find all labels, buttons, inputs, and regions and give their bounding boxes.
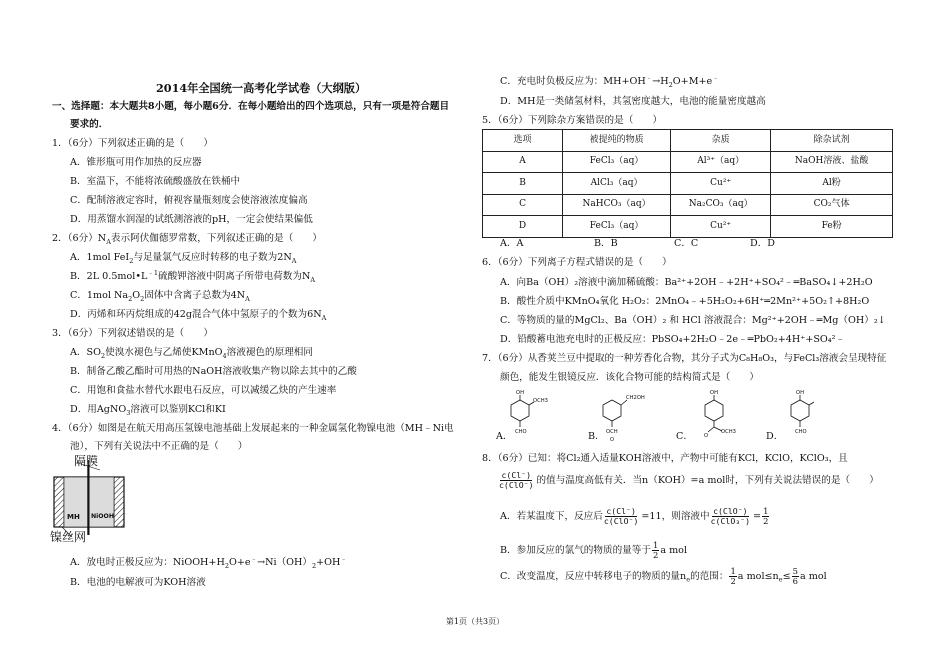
right-column xyxy=(482,0,900,671)
q1-option-a: A．锥形瓶可用作加热的反应器 xyxy=(70,157,202,168)
table-cell: C xyxy=(483,194,563,216)
q7-label-c: C． xyxy=(676,431,693,442)
table-row xyxy=(483,173,893,195)
table-cell: Al粉 xyxy=(771,173,893,195)
table-cell: Cu²⁺ xyxy=(671,173,771,195)
q1-option-d: D．用蒸馏水润湿的试纸测溶液的pH，一定会使结果偏低 xyxy=(70,214,313,225)
table-header-row xyxy=(483,130,893,152)
q6-option-b: B．酸性介质中KMnO₄氧化 H₂O₂：2MnO₄﹣+5H₂O₂+6H⁺═2Mn²⁺+5O₂↑+8H₂O xyxy=(500,296,870,307)
mol-label: CH2OH xyxy=(626,395,645,401)
q1-option-b: B．室温下，不能将浓硫酸盛放在铁桶中 xyxy=(70,176,241,187)
table-header-cell: 除杂试剂 xyxy=(771,130,893,152)
q2-option-a: A．1mol FeI$_2$与足量氯气反应时转移的电子数为$2N_A$ xyxy=(70,252,297,265)
q7-label-b: B． xyxy=(588,431,605,442)
q7-label-d: D． xyxy=(766,431,784,442)
q4-option-d: D．MH是一类储氢材料，其氢密度越大，电池的能量密度越高 xyxy=(500,96,766,107)
exam-title: 2014年全国统一高考化学试卷（大纲版） xyxy=(156,81,367,95)
mol-label: OCH3 xyxy=(533,398,548,404)
q3-option-b: B．制备乙酸乙酯时可用热的NaOH溶液收集产物以除去其中的乙酸 xyxy=(70,366,357,377)
ratio-fraction: c(Cl⁻) c(ClO⁻) xyxy=(499,470,534,491)
q6-option-a: A．向Ba（OH）₂溶液中滴加稀硫酸：Ba²⁺+2OH﹣+2H⁺+SO₄²﹣═BaSO₄↓+2H₂O xyxy=(500,277,873,288)
structure-d xyxy=(791,390,814,435)
table-cell: D xyxy=(483,216,563,238)
mol-label: OCH xyxy=(606,429,618,435)
niooh-label: NiOOH xyxy=(91,513,114,520)
q7-stem: 7．（6分）从香荚兰豆中提取的一种芳香化合物，其分子式为C₈H₈O₃，与FeCl₃溶液会呈现特征 xyxy=(482,353,887,364)
left-column xyxy=(52,0,478,671)
table-header-cell: 选项 xyxy=(483,130,563,152)
mh-label: MH xyxy=(67,513,80,521)
q1-stem: 1．（6分）下列叙述正确的是（ ） xyxy=(52,138,213,149)
q4-stem-cont: 池），下列有关说法中不正确的是（ ） xyxy=(70,441,248,452)
table-header-cell: 杂质 xyxy=(671,130,771,152)
q7-label-a: A． xyxy=(496,431,513,442)
q6-option-c: C．等物质的量的MgCl₂、Ba（OH）₂ 和 HCl 溶液混合：Mg²⁺+2OH﹣═Mg（OH）₂↓ xyxy=(500,315,886,326)
mol-label: CHO xyxy=(795,429,807,435)
structure-a xyxy=(511,390,548,435)
q5-stem: 5．（6分）下列除杂方案错误的是（ ） xyxy=(482,115,663,126)
q8-option-c: C．改变温度，反应中转移电子的物质的量$n_e$的范围： $\frac{1}{2}$ a $mol\le n_e\le$ $\frac{5}{6}$ a mol xyxy=(500,566,827,586)
q1-option-c: C．配制溶液定容时，俯视容量瓶刻度会使溶液浓度偏高 xyxy=(70,195,308,206)
q4-option-b: B．电池的电解液可为KOH溶液 xyxy=(70,577,206,588)
q3-option-a: A．$SO_2$使溴水褪色与乙烯使KMnO$_4$溶液褪色的原理相同 xyxy=(70,347,313,360)
q5-option-c: C．C xyxy=(674,238,699,249)
q6-stem: 6．（6分）下列离子方程式错误的是（ ） xyxy=(482,257,672,268)
structure-b xyxy=(603,395,645,443)
q2-option-d: D．丙烯和环丙烷组成的42g混合气体中氢原子的个数为$6N_A$ xyxy=(70,309,327,322)
mol-label: OH xyxy=(710,390,718,396)
table-cell: B xyxy=(483,173,563,195)
table-cell: FeCl₃（aq） xyxy=(563,151,671,173)
q3-stem: 3．（6分）下列叙述错误的是（ ） xyxy=(52,328,213,339)
q4-stem: 4．（6分）如图是在航天用高压氢镍电池基础上发展起来的一种金属氢化物镍电池（MH﹣Ni电 xyxy=(52,423,454,434)
structure-c xyxy=(704,390,736,439)
section-heading: 一、选择题：本大题共8小题，每小题6分．在每小题给出的四个选项总，只有一项是符合题目 xyxy=(52,101,450,112)
table-cell: Fe粉 xyxy=(771,216,893,238)
q7-stem-cont: 颜色，能发生银镜反应．该化合物可能的结构简式是（ ） xyxy=(500,372,760,383)
q3-option-d: D．用AgNO$_3$溶液可以鉴别KCl和KI xyxy=(70,404,226,417)
table-cell: NaHCO₃（aq） xyxy=(563,194,671,216)
table-cell: Cu²⁺ xyxy=(671,216,771,238)
q4-option-a: A．放电时正极反应为：$NiOOH+H_2O+e^﹣\to Ni(OH)_2+OH^﹣$ xyxy=(70,554,347,570)
q8-stem-cont: c(Cl⁻) c(ClO⁻) 的值与温度高低有关．当n（KOH）=a mol时，下列有关说法错误的是（ ） xyxy=(499,470,879,491)
table-cell: Na₂CO₃（aq） xyxy=(671,194,771,216)
table-row xyxy=(483,151,893,173)
q2-stem: 2．（6分）$N_A$表示阿伏伽德罗常数，下列叙述正确的是（ ） xyxy=(52,233,322,246)
nickel-mesh-label: 镍丝网 xyxy=(50,530,87,544)
q4-option-c: C．充电时负极反应为：$MH+OH^﹣\to H_2O+M+e^﹣$ xyxy=(500,73,719,89)
page-footer: 第1页（共3页） xyxy=(445,617,505,626)
table-cell: A xyxy=(483,151,563,173)
table-row xyxy=(483,216,893,238)
q5-option-b: B．B xyxy=(594,238,618,249)
q3-option-c: C．用饱和食盐水替代水跟电石反应，可以减缓乙炔的产生速率 xyxy=(70,385,337,396)
mol-label: O xyxy=(610,437,615,443)
section-heading-cont: 要求的． xyxy=(70,119,109,130)
mol-label: CHO xyxy=(515,429,527,435)
q8-stem: 8．（6分）已知：将Cl₂通入适量KOH溶液中，产物中可能有KCl，KClO，KClO₃，且 xyxy=(482,453,848,464)
q5-table xyxy=(482,129,893,238)
mol-label: O xyxy=(704,433,709,439)
q2-option-c: C．1mol $Na_2O_2$固体中含离子总数为$4N_A$ xyxy=(70,290,250,303)
table-cell: CO₂气体 xyxy=(771,194,893,216)
q5-option-a: A．A xyxy=(500,238,524,249)
table-cell: NaOH溶液、盐酸 xyxy=(771,151,893,173)
table-header-cell: 被提纯的物质 xyxy=(563,130,671,152)
q8-option-a: A．若某温度下，反应后 c(Cl⁻) c(ClO⁻) =11，则溶液中 c(ClO⁻) c(ClO₃⁻) = $\frac{1}{2}$ xyxy=(500,506,769,527)
q2-option-b: B．2L $0.5mol•L^{﹣1}$硫酸钾溶液中阴离子所带电荷数为$N_A$ xyxy=(70,268,316,284)
mol-label: OH xyxy=(796,390,804,396)
table-cell: Al³⁺（aq） xyxy=(671,151,771,173)
q6-option-d: D．铅酸蓄电池充电时的正极反应：PbSO₄+2H₂O﹣2e﹣═PbO₂+4H⁺+SO₄²﹣ xyxy=(500,334,846,345)
table-cell: AlCl₃（aq） xyxy=(563,173,671,195)
mol-label: OH xyxy=(516,390,524,396)
battery-diagram xyxy=(50,454,202,544)
table-row xyxy=(483,194,893,216)
q5-option-d: D．D xyxy=(750,238,775,249)
mol-label: OCH3 xyxy=(721,429,736,435)
q8-option-b: B．参加反应的氯气的物质的量等于 $\frac{1}{2}$ a mol xyxy=(500,540,688,560)
table-cell: FeCl₃（aq） xyxy=(563,216,671,238)
membrane-label: 隔膜 xyxy=(74,454,99,468)
